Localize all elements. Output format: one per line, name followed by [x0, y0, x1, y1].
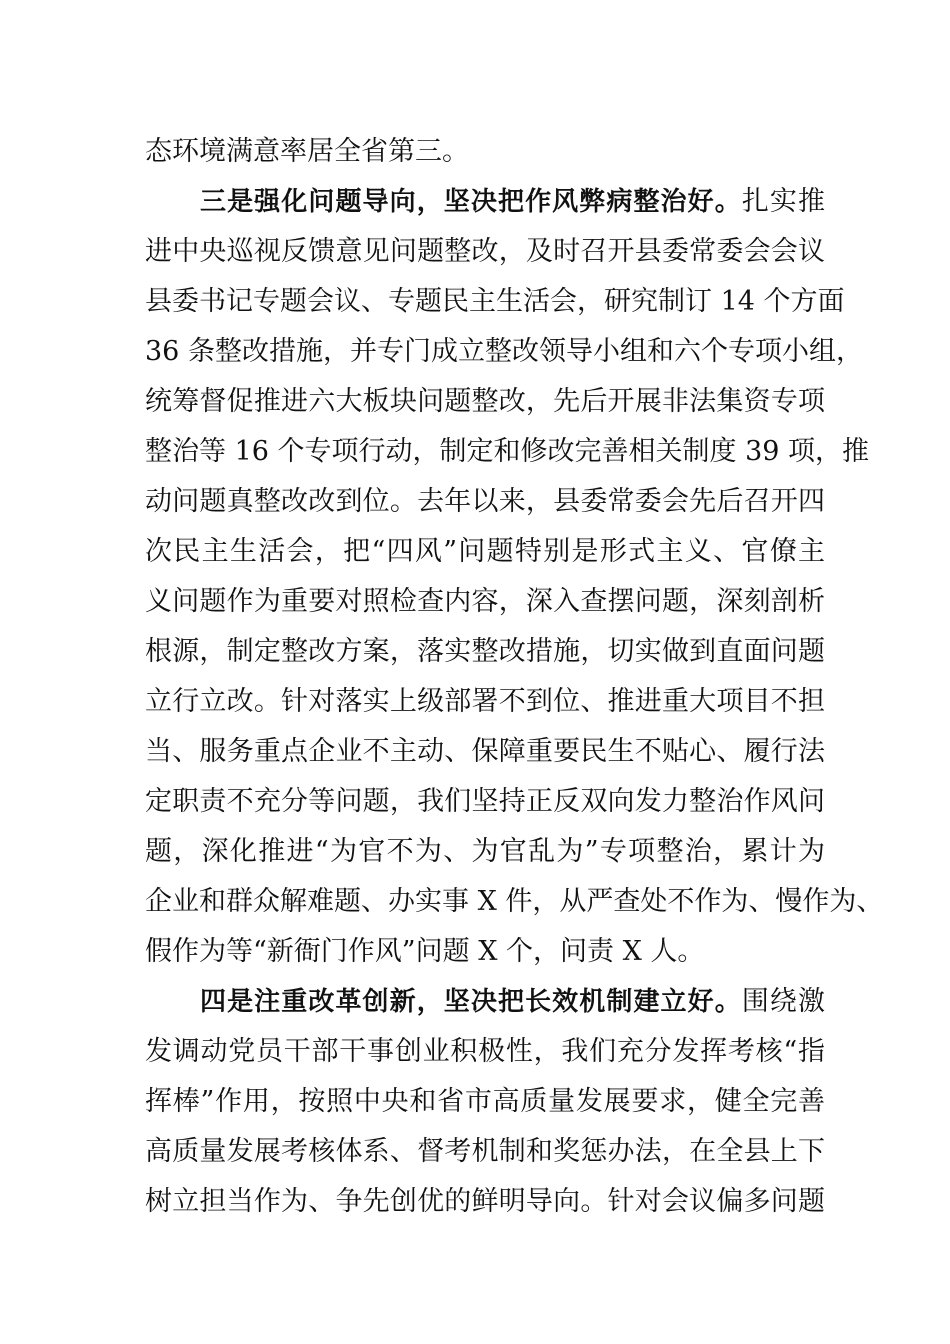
paragraph-line: 题，深化推进“为官不为、为官乱为”专项整治，累计为 — [145, 836, 825, 867]
paragraph-line — [200, 182, 825, 222]
paragraph-line: 态环境满意率居全省第三。 — [145, 136, 469, 167]
paragraph-line: 树立担当作为、争先创优的鲜明导向。针对会议偏多问题 — [145, 1186, 825, 1217]
paragraph-line: 进中央巡视反馈意见问题整改，及时召开县委常委会会议 — [145, 236, 825, 267]
paragraph-text: 围绕激 — [741, 986, 825, 1017]
paragraph-line: 企业和群众解难题、办实事 X 件，从严查处不作为、慢作为、 — [145, 886, 884, 917]
paragraph-text: 扎实推 — [741, 186, 825, 217]
paragraph-line — [200, 982, 825, 1022]
paragraph-line: 义问题作为重要对照检查内容，深入查摆问题，深刻剖析 — [145, 586, 825, 617]
paragraph-line: 高质量发展考核体系、督考机制和奖惩办法，在全县上下 — [145, 1136, 825, 1167]
paragraph-line: 立行立改。针对落实上级部署不到位、推进重大项目不担 — [145, 686, 825, 717]
paragraph-line: 县委书记专题会议、专题民主生活会，研究制订 14 个方面 — [145, 286, 845, 317]
paragraph-line: 发调动党员干部干事创业积极性，我们充分发挥考核“指 — [145, 1036, 825, 1067]
paragraph-line: 定职责不充分等问题，我们坚持正反双向发力整治作风问 — [145, 786, 825, 817]
paragraph-line: 36 条整改措施，并专门成立整改领导小组和六个专项小组， — [145, 336, 863, 367]
paragraph-line: 根源，制定整改方案，落实整改措施，切实做到直面问题 — [145, 636, 825, 667]
paragraph-line: 挥棒”作用，按照中央和省市高质量发展要求，健全完善 — [145, 1086, 825, 1117]
paragraph-line: 当、服务重点企业不主动、保障重要民生不贴心、履行法 — [145, 736, 825, 767]
section-heading: 三是强化问题导向，坚决把作风弊病整治好。 — [200, 187, 742, 217]
paragraph-line: 统筹督促推进六大板块问题整改，先后开展非法集资专项 — [145, 386, 825, 417]
paragraph-line: 次民主生活会，把“四风”问题特别是形式主义、官僚主 — [145, 536, 825, 567]
paragraph-line: 动问题真整改改到位。去年以来，县委常委会先后召开四 — [145, 486, 825, 517]
paragraph-line: 整治等 16 个专项行动，制定和修改完善相关制度 39 项，推 — [145, 436, 870, 467]
section-heading: 四是注重改革创新，坚决把长效机制建立好。 — [200, 987, 742, 1017]
paragraph-line: 假作为等“新衙门作风”问题 X 个，问责 X 人。 — [145, 936, 705, 967]
